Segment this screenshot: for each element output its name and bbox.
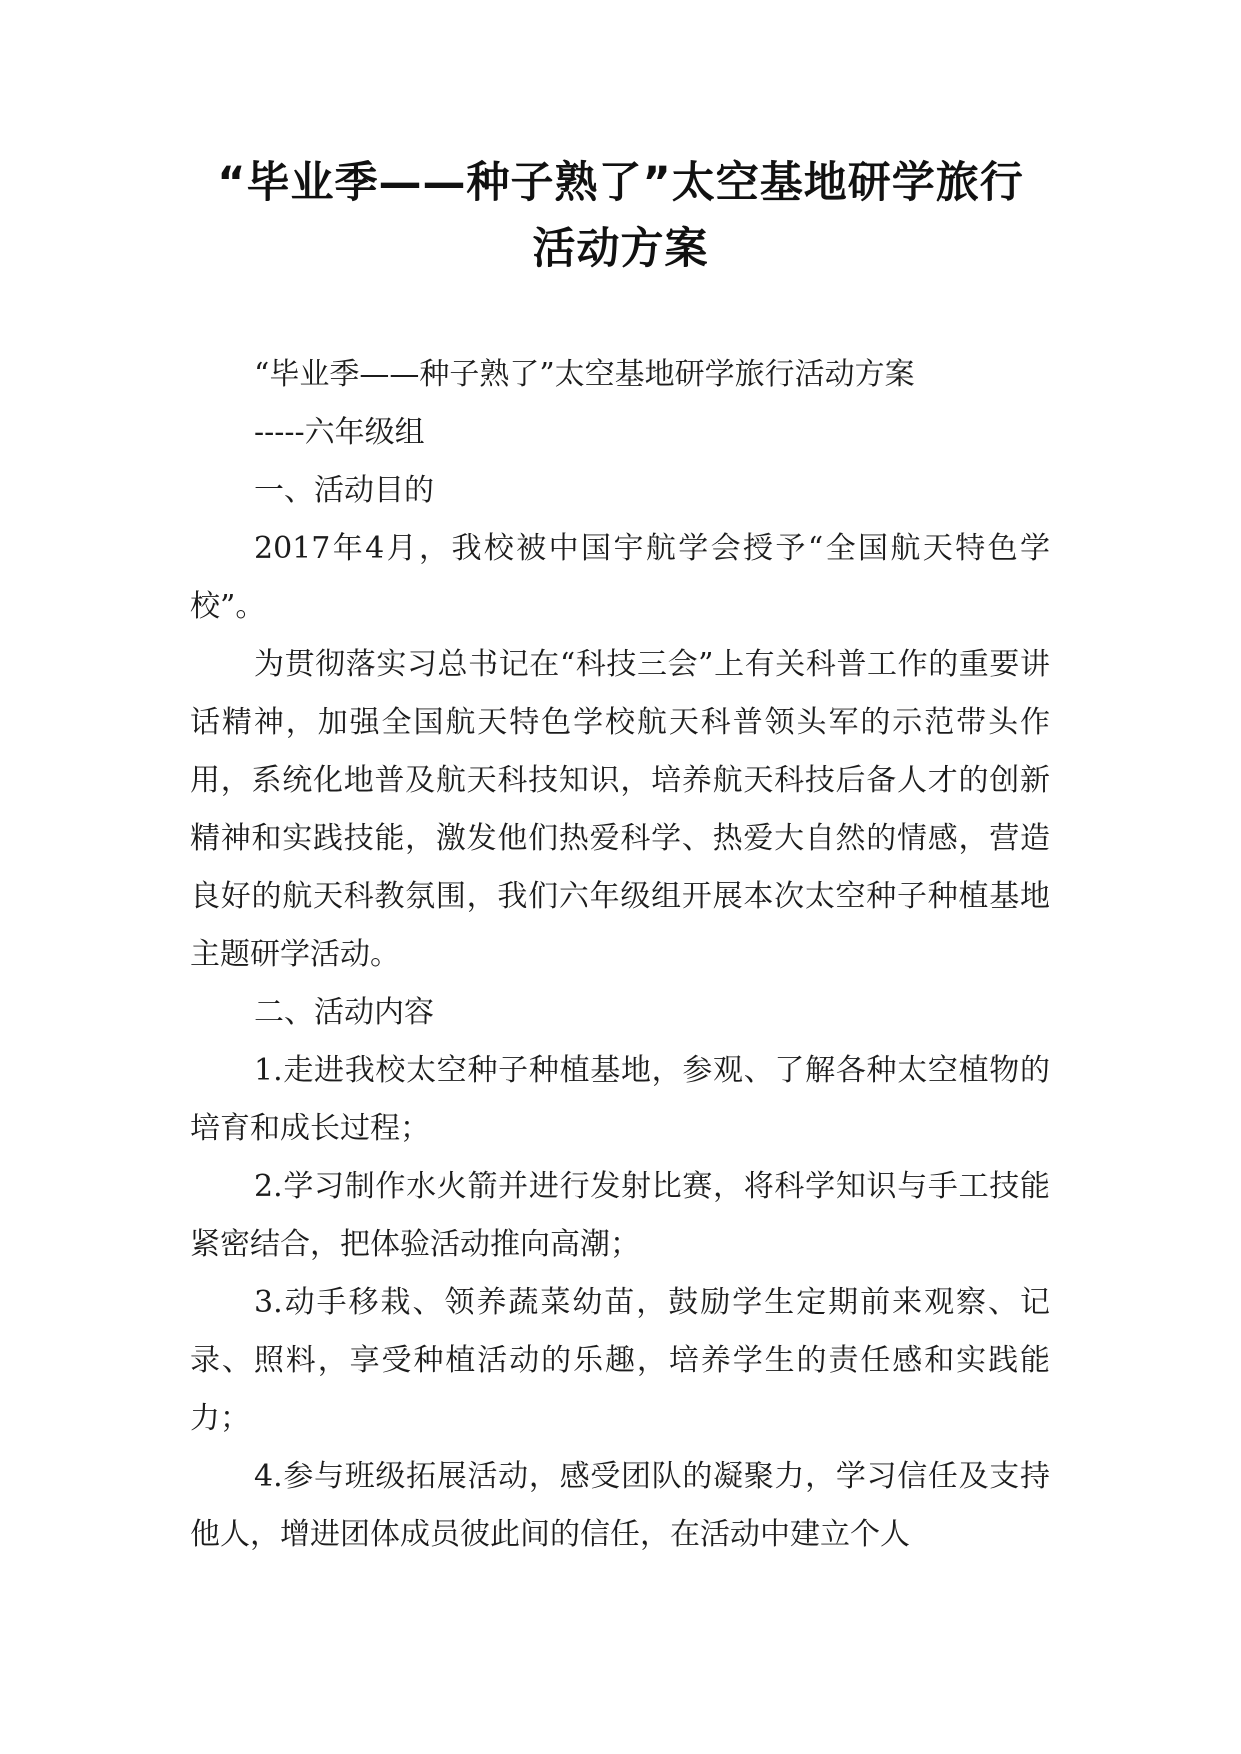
list-item: 4.参与班级拓展活动，感受团队的凝聚力，学习信任及支持他人，增进团体成员彼此间的信任，在活动中建立个人: [190, 1459, 1050, 1552]
section-heading-content: 二、活动内容: [254, 995, 434, 1030]
body-paragraph: 为贯彻落实习总书记在“科技三会”上有关科普工作的重要讲话精神，加强全国航天特色学校航天科普领头军的示范带头作用，系统化地普及航天科技知识，培养航天科技后备人才的创新精神和实践技能，激发他们热爱科学、热爱大自然的情感，营造良好的航天科教氛围，我们六年级组开展本次太空种子种植基地主题研学活动。: [190, 647, 1050, 972]
list-item: 3.动手移栽、领养蔬菜幼苗，鼓励学生定期前来观察、记录、照料，享受种植活动的乐趣，培养学生的责任感和实践能力；: [190, 1285, 1050, 1436]
document-body: [190, 346, 1050, 1564]
title-line-1: “毕业季——种子熟了”太空基地研学旅行: [217, 158, 1024, 208]
list-item: 2.学习制作水火箭并进行发射比赛，将科学知识与手工技能紧密结合，把体验活动推向高潮；: [190, 1169, 1050, 1262]
subtitle-paragraph: “毕业季——种子熟了”太空基地研学旅行活动方案: [254, 357, 915, 392]
document-title: [150, 150, 1091, 282]
title-line-2: 活动方案: [532, 224, 709, 274]
section-heading-purpose: 一、活动目的: [254, 473, 434, 508]
list-item: 1.走进我校太空种子种植基地，参观、了解各种太空植物的培育和成长过程；: [190, 1053, 1050, 1146]
group-line: -----六年级组: [254, 415, 425, 450]
body-paragraph: 2017年4月，我校被中国宇航学会授予“全国航天特色学校”。: [190, 531, 1050, 624]
